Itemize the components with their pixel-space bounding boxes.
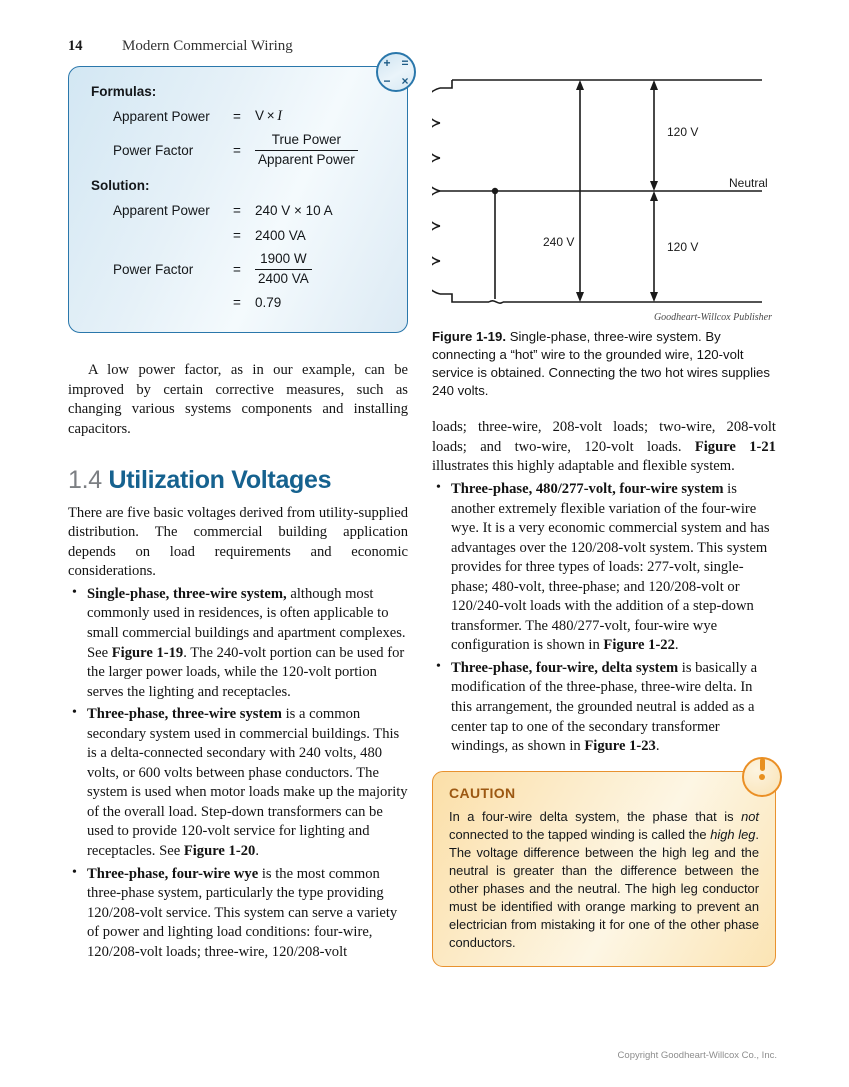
figure-reference: Figure 1-19 [111,644,184,661]
label-total-voltage: 240 V [543,235,575,249]
list-item [432,659,776,757]
figure-reference: Figure 1-20 [183,842,256,859]
bullet-tail: . The 240-volt portion can be used for the larger power loads, while the 120-volt portion serves the lighting and receptacles. [87,644,405,700]
formula-row-apparent-power [113,104,387,129]
list-item [68,585,408,702]
fraction-numerator: True Power [271,131,342,147]
formula-box-container [68,56,409,333]
section-heading [68,467,408,495]
formula-value: 0.79 [255,295,282,310]
label-lower-voltage: 120 V [667,240,699,254]
right-column [432,66,776,967]
exclamation-glyph [760,768,765,786]
coil-loop-2 [432,123,440,158]
formula-equals: = [233,261,241,277]
formula-fraction [255,132,358,168]
solution-row-power-factor [113,248,387,290]
bullet-lead: Three-phase, 480/277-volt, four-wire system [451,480,724,497]
coil-loop-3 [432,158,440,191]
bullet-text: is a common secondary system used in commercial buildings. This is a delta-connected secondary with 240 volts, 480 volts, or 600 volts between phase conductors. The system is used when motor loads make up the majority of the overall load. Step-down transformers can be used to provide 120-volt service for lighting and receptacles. See [87,706,408,859]
bullet-lead: Three-phase, four-wire, delta system [451,659,679,676]
fraction-denominator: Apparent Power [255,150,358,169]
lower-winding-bottom-lead [440,294,489,302]
formula-value: V × I [255,108,283,124]
figure-caption-label: Figure 1-19. [432,329,507,344]
formula-label: Apparent Power [113,203,210,218]
figure-reference: Figure 1-21 [694,438,776,455]
coil-loop-6 [432,261,440,294]
formula-equals: = [233,142,241,158]
formula-row-power-factor [113,129,387,171]
solution-row-apparent-power [113,198,387,223]
caution-italic-high-leg: high leg [710,826,756,842]
figure-caption [432,328,776,400]
bullet-text: is the most common three-phase system, particularly the type providing 120/208-volt service. This system can serve a variety of power and lighting load conditions: four-wire, 120/208-volt loads; three-wire, 120/208-volt [87,865,398,960]
solution-heading: Solution: [91,178,150,193]
fraction-numerator: 1900 W [260,250,307,266]
solution-row-result [113,290,387,315]
copyright-notice: Copyright Goodheart-Willcox Co., Inc. [617,1050,777,1061]
fraction-denominator: 2400 VA [255,269,312,288]
times-symbol: × [401,74,409,88]
coil-loop-4 [432,191,440,226]
solution-row-va [113,223,387,248]
list-item [68,705,408,861]
continuation-tail: illustrates this highly adaptable and flexible system. [432,458,735,475]
figure-credit: Goodheart-Willcox Publisher [653,312,772,323]
page-number: 14 [68,38,83,54]
bullet-tail: . [674,637,679,654]
formula-box [68,66,408,333]
formula-label: Apparent Power [113,109,210,124]
label-neutral: Neutral [729,176,768,190]
coil-loop-1 [432,88,440,123]
bullet-text: is basically a modification of the three-phase, three-wire delta. In this arrangement, the grounded neutral is added as a center tap to one of the secondary transformer windings, as shown in [451,659,758,755]
bullet-lead: Single-phase, three-wire system, [87,585,287,602]
upper-winding-top-lead [440,80,452,88]
bullet-lead: Three-phase, four-wire wye [87,865,259,882]
voltage-systems-list-left [68,585,408,962]
bullet-tail: . [255,842,259,859]
single-phase-three-wire-diagram [432,66,776,306]
formula-label: Power Factor [113,261,194,277]
label-upper-voltage: 120 V [667,125,699,139]
arrowhead [650,181,658,191]
paragraph-continuation [432,418,776,477]
figure-reference: Figure 1-23 [584,738,656,755]
figure-reference: Figure 1-22 [603,637,675,654]
caution-box [432,771,776,968]
coil-loop-5 [432,226,440,261]
bullet-text: although most commonly used in residences, is often applicable to small commercial buildings and apartment complexes. See [87,585,406,661]
arrowhead [650,80,658,90]
caution-part-2: connected to the tapped winding is called the [449,826,711,842]
formula-equals: = [233,109,241,124]
formula-equals: = [233,203,241,218]
formula-label: Power Factor [113,142,194,158]
bullet-text: is another extremely flexible variation of the four-wire wye. It is a very economic commercial system and has advantages over the 120/208-volt system. This system provides for three types of loads: 277-volt, single-phase; 480-volt, three-phase; and 120/208-volt or 120/240-volt loads with the addition of a step-down transformer. The 480/277-volt, four-wire wye configuration is shown in [451,480,770,654]
warning-exclamation-icon [742,757,782,797]
arrowhead [650,292,658,302]
equals-symbol: = [401,56,409,70]
plus-symbol: + [383,56,391,70]
list-item [68,865,408,963]
formula-value: 2400 VA [255,228,306,243]
wire-hop [489,301,503,303]
center-tap-junction-dot [492,188,498,194]
continuation-text: loads; three-wire, 208-volt loads; two-wire, 208-volt loads; and two-wire, 120-volt loads. [432,419,776,455]
minus-symbol: − [383,74,391,88]
figure-caption-text: Single-phase, three-wire system. By connecting a “hot” wire to the grounded wire, 120-volt service is obtained. Connecting the two hot wires supplies 240 volts. [432,329,770,399]
page-header [68,38,293,55]
caution-part-3: . The voltage difference between the high leg and the neutral is greater than the difference between the other phases and the neutral. The high leg conductor must be identified with orange marking to prevent an electrician from mistaking it for one of the other phase conductors. [449,826,760,951]
bullet-tail: . [655,738,660,755]
voltage-systems-list-right [432,480,776,757]
arrowhead [576,80,584,90]
arrowhead [576,292,584,302]
list-item [432,480,776,656]
calculator-icon [376,52,416,92]
caution-text [449,808,759,953]
caution-title: CAUTION [449,784,516,801]
formula-value: 240 V × 10 A [255,203,333,218]
caution-part-1: In a four-wire delta system, the phase that is [449,808,742,824]
formula-equals: = [233,295,241,310]
bullet-lead: Three-phase, three-wire system [87,706,282,723]
section-number: 1.4 [68,466,102,495]
caution-italic-not: not [741,808,759,824]
caution-container [432,771,776,968]
arrowhead [650,191,658,201]
paragraph-intro: There are five basic voltages derived from utility-supplied distribution. The commercial building application depends on load requirements and economic considerations. [68,504,408,580]
formula-equals: = [233,228,241,243]
formulas-heading: Formulas: [91,84,157,99]
running-head: Modern Commercial Wiring [122,38,293,54]
section-title: Utilization Voltages [108,466,332,495]
paragraph-power-factor: A low power factor, as in our example, can be improved by certain corrective measures, such as changing various systems components and installing capacitors. [68,362,408,437]
formula-fraction [255,251,312,287]
left-column [68,56,409,962]
